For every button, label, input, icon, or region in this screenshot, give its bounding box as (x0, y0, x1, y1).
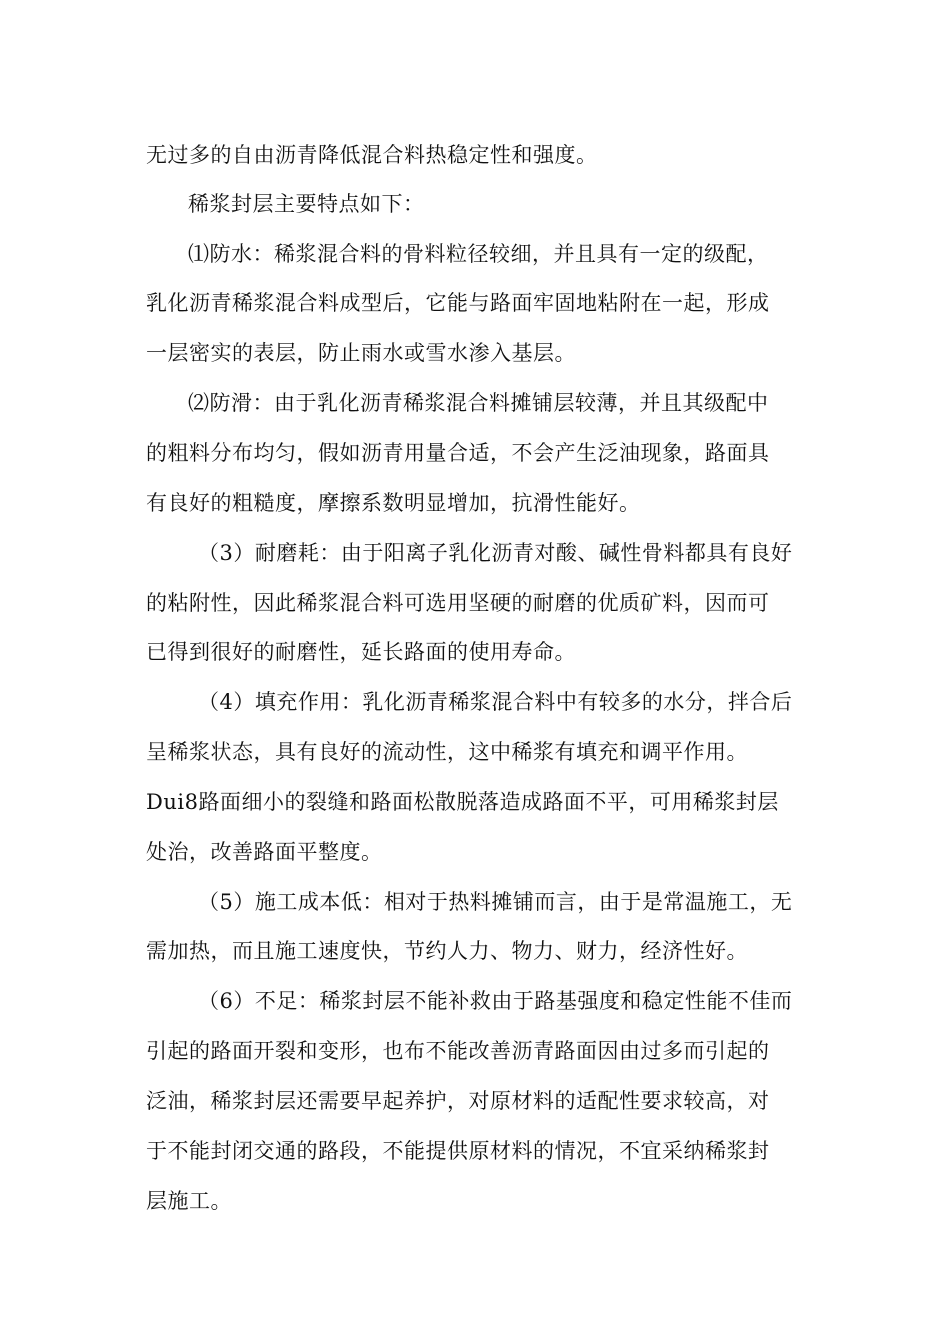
text-line: ⑴防水：稀浆混合料的骨料粒径较细，并且具有一定的级配， (188, 242, 769, 266)
text-line: 已得到很好的耐磨性，延长路面的使用寿命。 (146, 640, 576, 664)
text-line: 引起的路面开裂和变形，也布不能改善沥青路面因由过多而引起的 (146, 1039, 770, 1063)
text-line: ⑵防滑：由于乳化沥青稀浆混合料摊铺层较薄，并且其级配中 (188, 391, 769, 415)
text-line: （3）耐磨耗：由于阳离子乳化沥青对酸、碱性骨料都具有良好 (198, 541, 793, 565)
text-line: 乳化沥青稀浆混合料成型后，它能与路面牢固地粘附在一起，形成 (146, 291, 770, 315)
text-line: 层施工。 (146, 1189, 232, 1213)
text-line: 需加热，而且施工速度快，节约人力、物力、财力，经济性好。 (146, 939, 748, 963)
text-line: 于不能封闭交通的路段，不能提供原材料的情况，不宜采纳稀浆封 (146, 1139, 770, 1163)
text-line: 有良好的粗糙度，摩擦系数明显增加，抗滑性能好。 (146, 491, 641, 515)
text-line: 处治，改善路面平整度。 (146, 840, 383, 864)
text-line: （6）不足：稀浆封层不能补救由于路基强度和稳定性能不佳而 (198, 989, 793, 1013)
text-line: 呈稀浆状态，具有良好的流动性，这中稀浆有填充和调平作用。 (146, 740, 748, 764)
text-line: 泛油，稀浆封层还需要早起养护，对原材料的适配性要求较高，对 (146, 1089, 770, 1113)
text-line: Dui8路面细小的裂缝和路面松散脱落造成路面不平，可用稀浆封层 (146, 790, 779, 814)
text-line: （5）施工成本低：相对于热料摊铺而言，由于是常温施工，无 (198, 890, 793, 914)
text-line: 的粘附性，因此稀浆混合料可选用坚硬的耐磨的优质矿料，因而可 (146, 591, 770, 615)
text-line: 稀浆封层主要特点如下： (188, 192, 425, 216)
text-line: 一层密实的表层，防止雨水或雪水渗入基层。 (146, 341, 576, 365)
text-line: 无过多的自由沥青降低混合料热稳定性和强度。 (146, 143, 598, 167)
text-line: 的粗料分布均匀，假如沥青用量合适，不会产生泛油现象，路面具 (146, 441, 770, 465)
text-line: （4）填充作用：乳化沥青稀浆混合料中有较多的水分，拌合后 (198, 690, 793, 714)
